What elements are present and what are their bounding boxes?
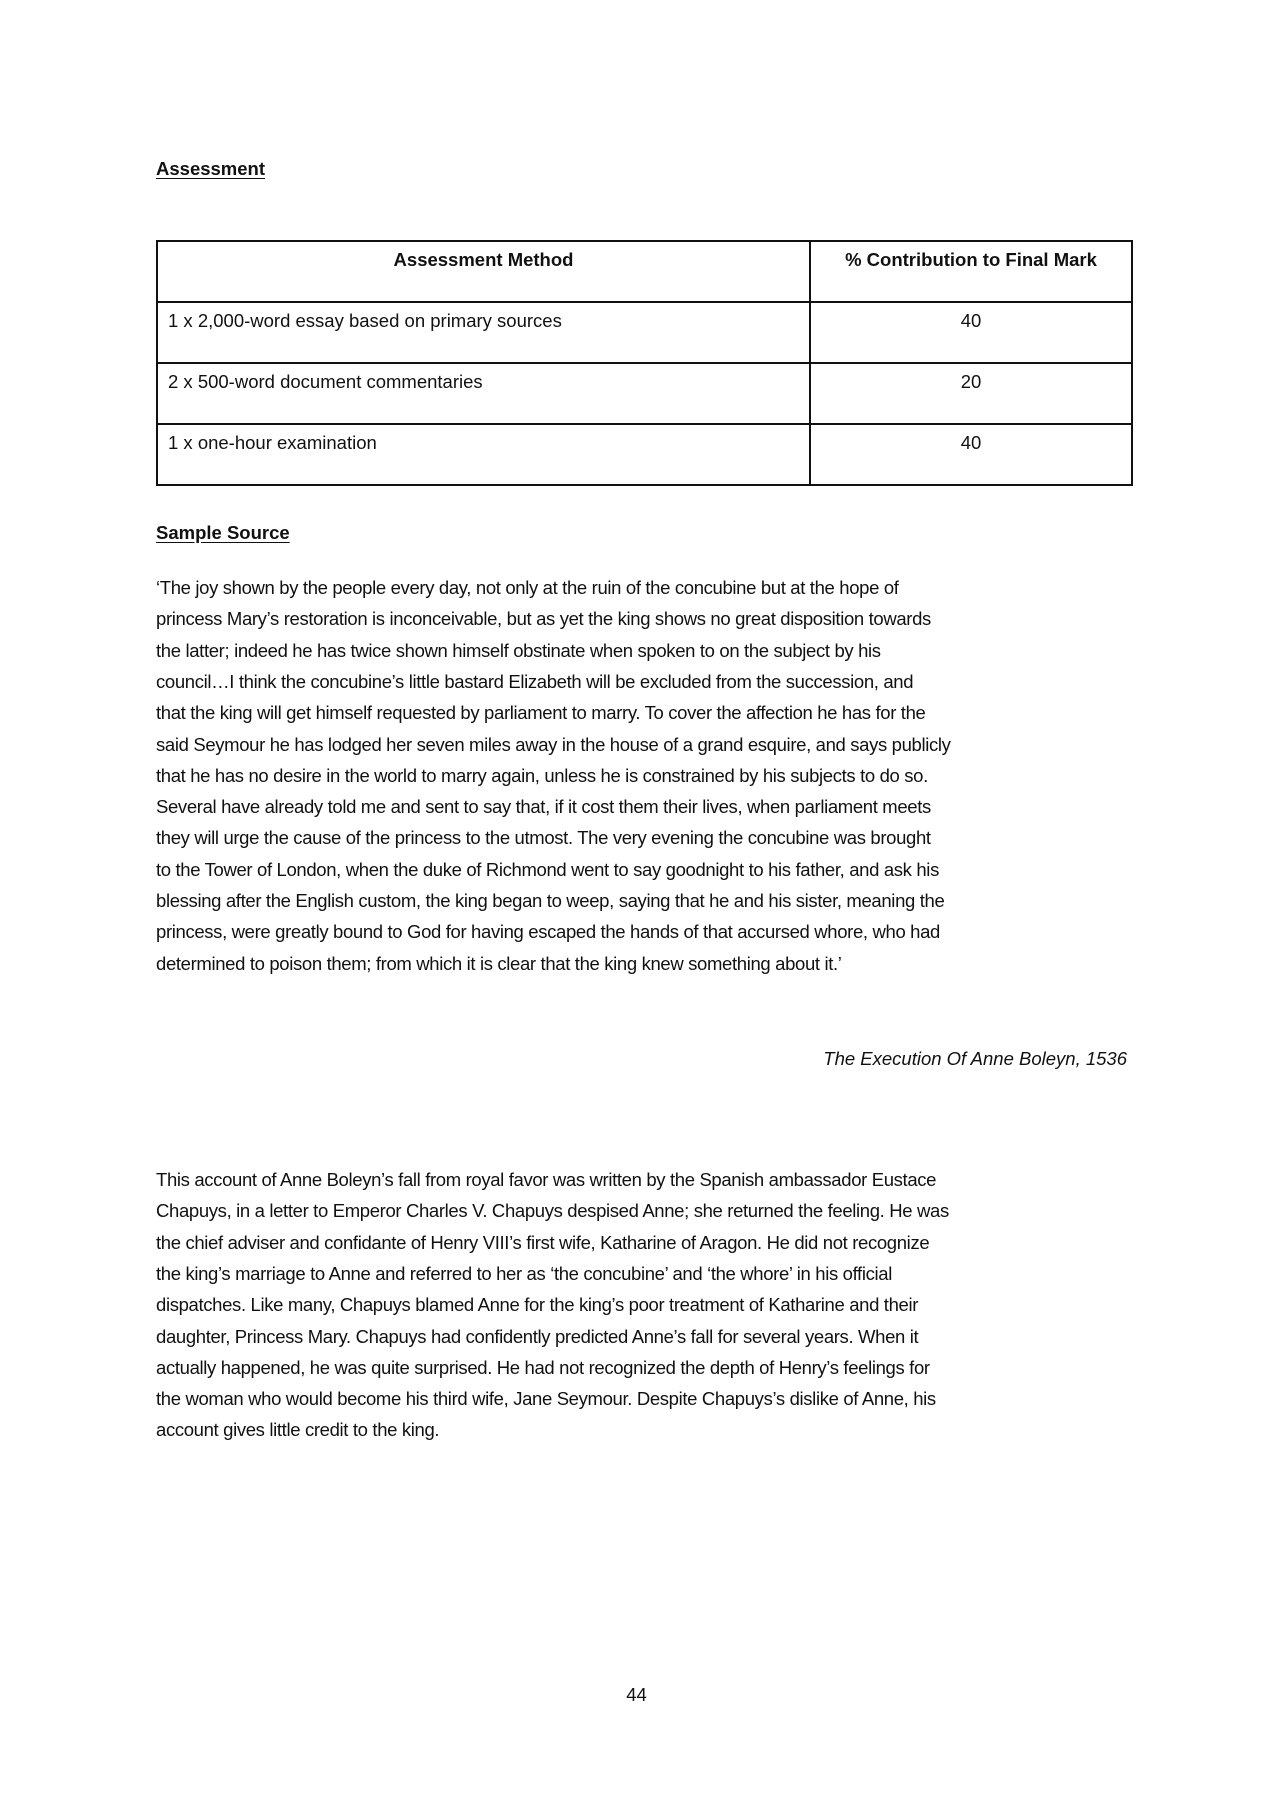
text-line: to the Tower of London, when the duke of Richmond went to say goodnight to his father, and ask his	[156, 858, 939, 880]
header-method: Assessment Method	[157, 241, 810, 302]
table-row	[157, 302, 1132, 363]
text-line: that he has no desire in the world to marry again, unless he is constrained by his subjects to do so.	[156, 764, 928, 786]
method-cell: 1 x one-hour examination	[157, 424, 810, 485]
text-line: princess Mary’s restoration is inconceivable, but as yet the king shows no great disposition towards	[156, 608, 931, 630]
table-row	[157, 424, 1132, 485]
contribution-cell: 20	[810, 363, 1132, 424]
header-contribution: % Contribution to Final Mark	[810, 241, 1132, 302]
table-row	[157, 363, 1132, 424]
table-header-row	[157, 241, 1132, 302]
contribution-cell: 40	[810, 424, 1132, 485]
text-line: the king’s marriage to Anne and referred to her as ‘the concubine’ and ‘the whore’ in his official	[156, 1262, 892, 1284]
text-line: the latter; indeed he has twice shown himself obstinate when spoken to on the subject by his	[156, 639, 881, 661]
text-line: the chief adviser and confidante of Henry VIII’s first wife, Katharine of Aragon. He did not recognize	[156, 1231, 930, 1253]
text-line: dispatches. Like many, Chapuys blamed Anne for the king’s poor treatment of Katharine and their	[156, 1294, 919, 1316]
text-line: ‘The joy shown by the people every day, not only at the ruin of the concubine but at the hope of	[156, 577, 899, 598]
text-line: council…I think the concubine’s little bastard Elizabeth will be excluded from the succession, and	[156, 670, 914, 692]
text-line: princess, were greatly bound to God for having escaped the hands of that accursed whore, who had	[156, 921, 940, 943]
text-line: blessing after the English custom, the king began to weep, saying that he and his sister, meaning the	[156, 890, 945, 911]
text-line: said Seymour he has lodged her seven miles away in the house of a grand esquire, and says publicly	[156, 733, 951, 755]
source-citation: The Execution Of Anne Boleyn, 1536	[823, 1048, 1127, 1069]
text-line: Several have already told me and sent to say that, if it cost them their lives, when parliament meets	[156, 796, 931, 818]
contribution-cell: 40	[810, 302, 1132, 363]
text-line: Chapuys, in a letter to Emperor Charles V. Chapuys despised Anne; she returned the feeling. He was	[156, 1200, 949, 1222]
text-line: account gives little credit to the king.	[156, 1419, 440, 1441]
page-number: 44	[626, 1684, 647, 1705]
text-line: they will urge the cause of the princess to the utmost. The very evening the concubine was brought	[156, 827, 931, 849]
sample-source-heading: Sample Source	[156, 522, 290, 543]
text-line: determined to poison them; from which it is clear that the king knew something about it.’	[156, 952, 842, 974]
text-line: actually happened, he was quite surprised. He had not recognized the depth of Henry’s feelings for	[156, 1356, 930, 1378]
text-line: that the king will get himself requested by parliament to marry. To cover the affection he has for the	[156, 702, 926, 724]
assessment-heading: Assessment	[156, 158, 266, 179]
text-line: daughter, Princess Mary. Chapuys had confidently predicted Anne’s fall for several years. When it	[156, 1325, 919, 1347]
method-cell: 2 x 500-word document commentaries	[157, 363, 810, 424]
text-line: This account of Anne Boleyn’s fall from royal favor was written by the Spanish ambassador Eustace	[156, 1169, 937, 1190]
assessment-table	[156, 240, 1133, 486]
text-line: the woman who would become his third wife, Jane Seymour. Despite Chapuys’s dislike of Anne, his	[156, 1388, 936, 1410]
method-cell: 1 x 2,000-word essay based on primary sources	[157, 302, 810, 363]
